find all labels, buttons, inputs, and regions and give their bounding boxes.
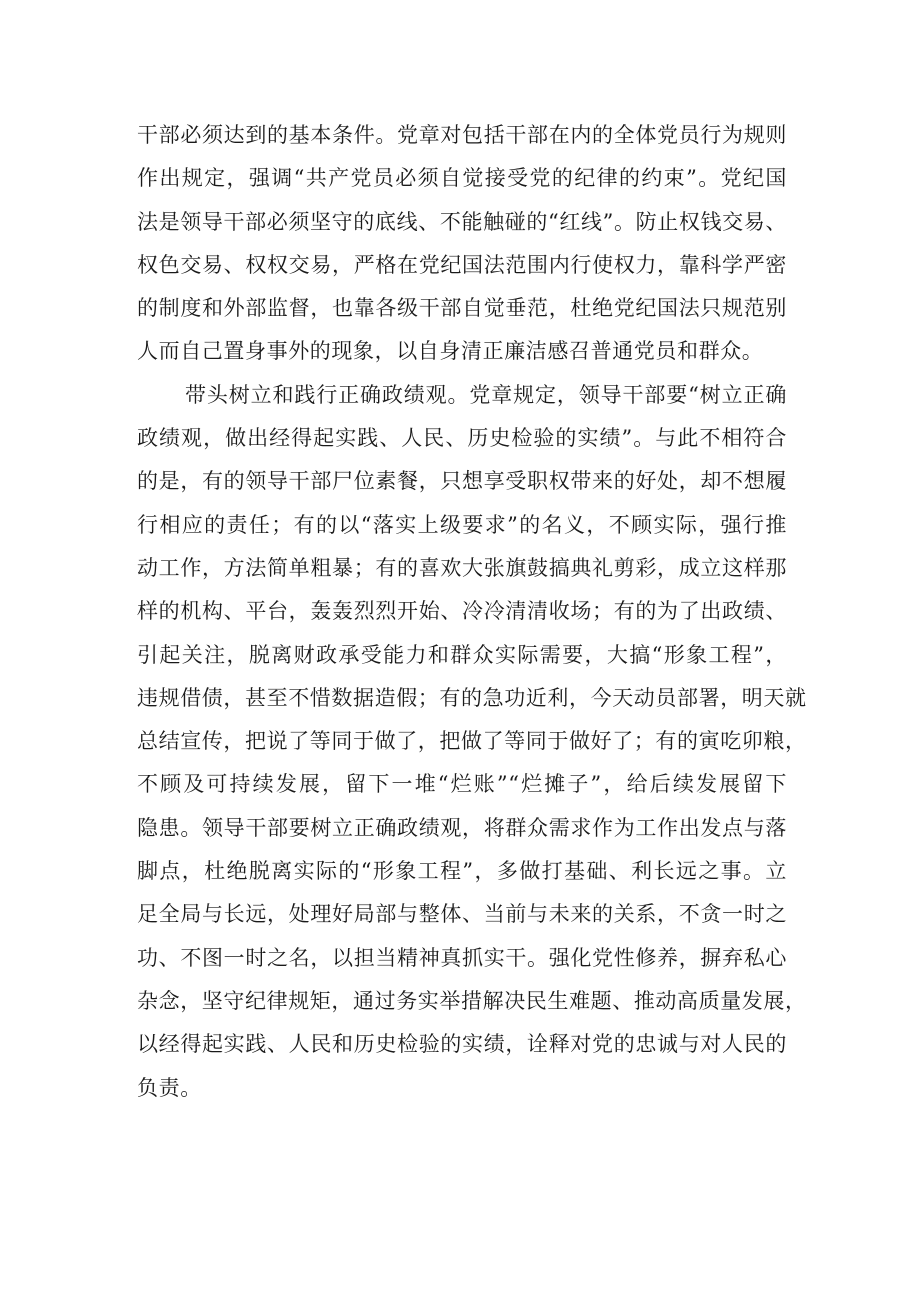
text-line: 行相应的责任；有的以“落实上级要求”的名义，不顾实际，强行推 <box>137 512 787 537</box>
text-line: 的是，有的领导干部尸位素餐，只想享受职权带来的好处，却不想履 <box>137 469 787 494</box>
text-line: 不顾及可持续发展，留下一堆“烂账”“烂摊子”，给后续发展留下 <box>137 772 787 797</box>
text-line: 政绩观，做出经得起实践、人民、历史检验的实绩”。与此不相符合 <box>137 426 787 451</box>
text-line: 动工作，方法简单粗暴；有的喜欢大张旗鼓搞典礼剪彩，成立这样那 <box>137 555 787 580</box>
text-line: 干部必须达到的基本条件。党章对包括干部在内的全体党员行为规则 <box>137 123 787 147</box>
text-line: 人而自己置身事外的现象，以自身清正廉洁感召普通党员和群众。 <box>137 339 764 364</box>
text-line: 权色交易、权权交易，严格在党纪国法范围内行使权力，靠科学严密 <box>137 252 787 277</box>
text-line: 样的机构、平台，轰轰烈烈开始、冷冷清清收场；有的为了出政绩、 <box>137 599 787 624</box>
text-line: 法是领导干部必须坚守的底线、不能触碰的“红线”。防止权钱交易、 <box>137 209 787 234</box>
text-line: 杂念，坚守纪律规矩，通过务实举措解决民生难题、推动高质量发展， <box>137 988 807 1013</box>
text-line: 隐患。领导干部要树立正确政绩观，将群众需求作为工作出发点与落 <box>137 815 787 840</box>
text-line: 引起关注，脱离财政承受能力和群众实际需要，大搞“形象工程”， <box>137 642 787 667</box>
paragraph-heading-line: 带头树立和践行正确政绩观。党章规定，领导干部要“树立正确 <box>185 382 787 407</box>
text-line: 作出规定，强调“共产党员必须自觉接受党的纪律的约束”。党纪国 <box>137 166 787 191</box>
text-line: 脚点，杜绝脱离实际的“形象工程”，多做打基础、利长远之事。立 <box>137 859 787 884</box>
text-line: 足全局与长远，处理好局部与整体、当前与未来的关系，不贪一时之 <box>137 902 787 927</box>
text-line: 的制度和外部监督，也靠各级干部自觉垂范，杜绝党纪国法只规范别 <box>137 296 787 321</box>
text-line: 违规借债，甚至不惜数据造假；有的急功近利，今天动员部署，明天就 <box>137 685 807 710</box>
text-line: 总结宣传，把说了等同于做了，把做了等同于做好了；有的寅吃卯粮， <box>137 729 807 754</box>
text-line: 功、不图一时之名，以担当精神真抓实干。强化党性修养，摒弃私心 <box>137 945 787 970</box>
body-text <box>137 114 807 1110</box>
text-line: 负责。 <box>137 1075 202 1100</box>
text-line: 以经得起实践、人民和历史检验的实绩，诠释对党的忠诚与对人民的 <box>137 1032 787 1057</box>
